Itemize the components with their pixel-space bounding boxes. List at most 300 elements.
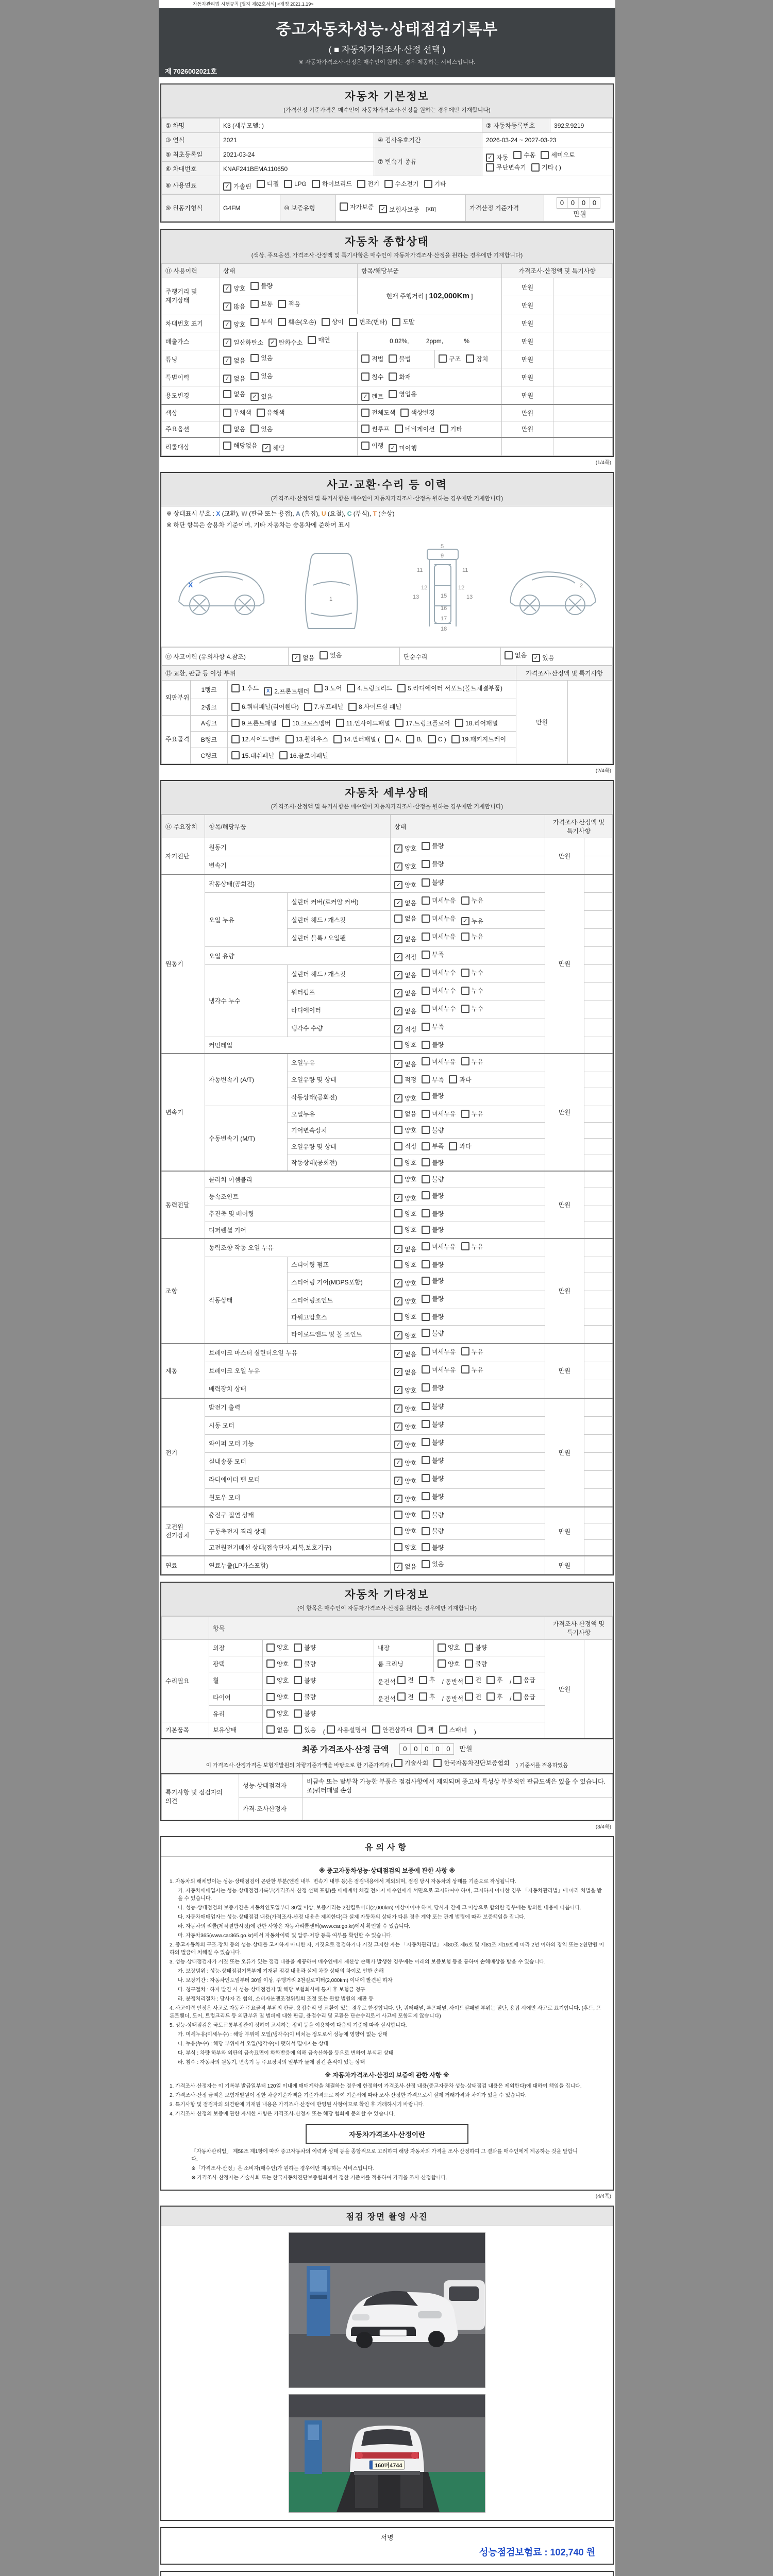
appraiser-comment bbox=[303, 1797, 613, 1820]
price-digit: 0 bbox=[432, 1744, 443, 1754]
checkbox bbox=[422, 1560, 430, 1568]
checkbox bbox=[461, 1242, 469, 1250]
check-option bbox=[348, 702, 401, 711]
check-option bbox=[250, 317, 273, 326]
checkbox bbox=[340, 202, 348, 211]
price-digit: 0 bbox=[446, 1744, 450, 1753]
checkbox bbox=[250, 318, 259, 326]
section-confirmation bbox=[160, 2571, 614, 2576]
detail-condition-table bbox=[161, 815, 613, 1574]
svg-text:12: 12 bbox=[421, 585, 427, 591]
basic-info-table bbox=[161, 118, 613, 194]
checkbox: ✓ bbox=[394, 1060, 402, 1068]
checkbox bbox=[513, 151, 522, 159]
checkbox-label: 미세누수 bbox=[432, 987, 456, 994]
check-option bbox=[266, 1643, 289, 1652]
check-option bbox=[465, 1643, 487, 1652]
check-option bbox=[466, 354, 488, 363]
check-option bbox=[422, 1075, 444, 1084]
checkbox-label: 불량 bbox=[432, 1544, 444, 1551]
section-subtitle: (색상, 주요옵션, 가격조사·산정액 및 특기사항은 매수인이 자동차가격조사·산정을 원하는 경우에만 기재합니다) bbox=[251, 252, 523, 259]
checkbox bbox=[223, 425, 231, 433]
check-option bbox=[223, 356, 245, 365]
checkbox: ✓ bbox=[394, 862, 402, 871]
checkbox-label: 영업용 bbox=[399, 391, 417, 398]
checkbox: ✓ bbox=[394, 935, 402, 943]
checkbox bbox=[422, 860, 430, 868]
checkbox-label: 있음 bbox=[261, 425, 273, 433]
checkbox-label: 변조(변타) bbox=[359, 318, 388, 326]
checkbox: ✓ bbox=[223, 320, 231, 329]
checkbox-label: 없음 bbox=[515, 652, 527, 659]
checkbox bbox=[422, 933, 430, 941]
checkbox-label: 양호 bbox=[405, 1544, 417, 1551]
checkbox bbox=[531, 163, 540, 172]
checkbox-label: 없음 bbox=[277, 1726, 289, 1734]
checkbox-label: 양호 bbox=[405, 1477, 417, 1485]
checkbox-label: 양호 bbox=[405, 882, 417, 889]
checkbox bbox=[347, 684, 355, 692]
checkbox-label: 보통 bbox=[261, 300, 273, 308]
checkbox bbox=[257, 180, 265, 188]
check-option bbox=[461, 1242, 483, 1251]
checkbox-label: 없음 bbox=[233, 375, 246, 382]
checkbox-label: 불량 bbox=[304, 1660, 316, 1668]
checkbox-label: 스패너 bbox=[449, 1726, 467, 1734]
table-row: ⑭ 주요장치 항목/해당부품 상태 가격조사·산정액 및 특기사항 bbox=[162, 815, 613, 838]
checkbox-label: 적음 bbox=[288, 300, 300, 308]
checkbox: ✓ bbox=[268, 338, 277, 347]
table-row: 타이어 양호 불량 운전석 전 후 / 동반석 전 후 / 응급 bbox=[162, 1689, 613, 1706]
check-option bbox=[394, 1422, 416, 1431]
check-option bbox=[361, 441, 383, 450]
checkbox-label: 자가보증 bbox=[350, 203, 374, 211]
table-row: 기어변속장치 양호 불량 bbox=[162, 1122, 613, 1139]
checkbox bbox=[308, 336, 316, 344]
table-row: 실린더 헤드 / 개스킷 없음 미세누유 ✓ 누유 bbox=[162, 911, 613, 929]
checkbox bbox=[294, 1643, 302, 1652]
check-option bbox=[292, 653, 314, 662]
checkbox-label: 렌트 bbox=[372, 393, 384, 400]
checkbox bbox=[422, 878, 430, 887]
checkbox-label: 없음 bbox=[405, 1245, 417, 1253]
price-digit: 0 bbox=[579, 198, 590, 208]
table-row: 배출가스 ✓ 일산화탄소 ✓ 탄화수소 매연 0.02%, 2ppm, % 만원 bbox=[162, 332, 613, 350]
table-row: 윈도우 모터 ✓ 양호 불량 bbox=[162, 1488, 613, 1507]
check-option bbox=[394, 1109, 416, 1118]
check-option bbox=[505, 651, 527, 659]
checkbox-label: 17.트렁크플로어 bbox=[405, 719, 450, 727]
check-option bbox=[223, 389, 245, 398]
table-row: 디퍼렌셜 기어 양호 불량 bbox=[162, 1222, 613, 1239]
check-option bbox=[422, 968, 456, 977]
checkbox-label: 후 bbox=[429, 1676, 435, 1684]
check-option bbox=[406, 735, 422, 743]
checkbox-label: 세미오토 bbox=[551, 151, 575, 159]
checkbox bbox=[266, 1676, 275, 1684]
final-price-note: 이 가격조사·산정가격은 보험개발원의 차량기준가액을 바탕으로 한 기준가격과 ( 기술사회 한국자동차진단보증협회 ) 기준서를 적용하였음 bbox=[206, 1759, 568, 1769]
check-option bbox=[266, 1725, 289, 1734]
table-row: 배력장치 상태 ✓ 양호 불량 bbox=[162, 1380, 613, 1398]
checkbox bbox=[397, 1692, 406, 1701]
checkbox bbox=[250, 300, 259, 308]
photos-title: 점검 장면 촬영 사진 bbox=[346, 2212, 428, 2222]
checkbox-label: 14.필러패널 ( bbox=[343, 736, 380, 743]
checkbox bbox=[231, 684, 240, 692]
check-option bbox=[392, 317, 414, 326]
car-damage-diagrams bbox=[161, 532, 613, 647]
check-option bbox=[461, 1365, 483, 1374]
inspector-opinion-table bbox=[161, 1773, 613, 1820]
checkbox: ✓ bbox=[394, 1440, 402, 1449]
check-option bbox=[284, 180, 307, 188]
checkbox bbox=[461, 1057, 469, 1065]
checkbox bbox=[231, 751, 240, 759]
checkbox bbox=[257, 409, 265, 417]
table-row: ✓ 많음 보통 적음 만원 bbox=[162, 296, 613, 314]
checkbox-label: 썬루프 bbox=[372, 425, 390, 433]
checkbox-label: 있음 bbox=[261, 354, 273, 362]
checkbox: ✓ bbox=[394, 1331, 402, 1340]
vin: KNAF241BEMA110650 bbox=[220, 162, 374, 176]
checkbox-label: 불량 bbox=[304, 1644, 316, 1651]
check-option bbox=[349, 317, 387, 326]
checkbox bbox=[422, 842, 430, 850]
checkbox bbox=[438, 1643, 446, 1652]
checkbox bbox=[466, 354, 474, 363]
checkbox-label: 적정 bbox=[405, 1026, 417, 1033]
page-marker: (1/4쪽) bbox=[595, 460, 611, 466]
check-option bbox=[486, 163, 526, 172]
checkbox-label: 미세누유 bbox=[432, 1243, 456, 1250]
svg-text:9: 9 bbox=[440, 553, 444, 559]
checkbox bbox=[320, 651, 328, 659]
checkbox bbox=[422, 969, 430, 977]
checkbox-label: 10.크로스멤버 bbox=[292, 719, 331, 727]
checkbox-label: 불량 bbox=[432, 1192, 444, 1199]
text-line: C bbox=[347, 510, 352, 517]
checkbox-label: 미세누유 bbox=[432, 1110, 456, 1117]
check-option bbox=[394, 1511, 416, 1519]
checkbox-label: 양호 bbox=[405, 1176, 417, 1183]
text-line: (교환), bbox=[220, 510, 242, 517]
section-overall-condition bbox=[160, 229, 614, 457]
checkbox-label: 기타 bbox=[434, 180, 446, 188]
checkbox bbox=[282, 719, 290, 727]
check-option bbox=[257, 179, 279, 188]
check-option bbox=[461, 1004, 483, 1013]
checkbox: ✓ bbox=[394, 1422, 402, 1431]
table-row: 항목 가격조사·산정액 및 특기사항 bbox=[162, 1617, 613, 1640]
check-option bbox=[389, 354, 411, 363]
check-option bbox=[422, 1225, 444, 1234]
checkbox-label: 탄화수소 bbox=[278, 339, 303, 346]
checkbox bbox=[422, 1277, 430, 1285]
checkbox bbox=[465, 1676, 473, 1684]
section-etc-header bbox=[161, 1583, 613, 1616]
checkbox-label: 없음 bbox=[405, 972, 417, 979]
checkbox bbox=[417, 1725, 426, 1734]
check-option bbox=[422, 1560, 444, 1568]
checkbox bbox=[419, 1676, 427, 1684]
table-row: 외판부위 1랭크 1.후드 X 2.프론트휀더 3.도어 4.트렁크리드 5.라디에이터 서포트(볼트체결부품) 만원 bbox=[162, 681, 613, 699]
table-row: 타이로드엔드 및 볼 조인트 ✓ 양호 불량 bbox=[162, 1325, 613, 1344]
check-option bbox=[513, 1692, 535, 1701]
text-line: 「자동차관리법」 제58조 제1항에 따라 중고자동차의 이력과 상태 등을 종합적으로 고려하여 해당 자동차의 가격을 조사·산정하여 그 결과를 매수인에게 제공하는 것을 말합니다. bbox=[191, 2148, 578, 2162]
check-option bbox=[394, 1562, 416, 1571]
checkbox-label: 없음 bbox=[405, 1563, 417, 1570]
check-option bbox=[394, 1094, 416, 1103]
text-line: 마. 자동차365(www.car365.go.kr)에서 자동차이력 및 압류·저당 등록 여부를 확인할 수 있습니다. bbox=[178, 1933, 393, 1939]
table-row: 휠 양호 불량 운전석 전 후 / 동반석 전 후 / 응급 bbox=[162, 1672, 613, 1689]
table-row: 2랭크 6.쿼터패널(리어휀다) 7.루프패널 8.사이드실 패널 bbox=[162, 699, 613, 716]
text-line: 나. 누유(누수) : 해당 부위에서 오일(냉각수)이 맺혀서 떨어지는 상태 bbox=[178, 2041, 329, 2047]
checkbox bbox=[422, 1005, 430, 1013]
checkbox-label: 양호 bbox=[405, 1210, 417, 1217]
check-option bbox=[394, 1527, 416, 1535]
check-option bbox=[394, 1312, 416, 1321]
checkbox-label: 안전삼각대 bbox=[382, 1726, 412, 1734]
table-row: 파워고압호스 양호 불량 bbox=[162, 1309, 613, 1326]
text-line: 나. 성능·상태점검의 보증기간은 자동차인도일부터 30일 이상, 보증거리는 2천킬로미터(2,000km) 이상이어야 하며, 당사자 간에 그 이상으로 합의한 경우에는 합의한 내용에 따릅니다. bbox=[178, 1905, 582, 1911]
check-option bbox=[394, 1331, 416, 1340]
check-option bbox=[422, 1420, 444, 1429]
check-option bbox=[461, 1109, 483, 1118]
checkbox-label: 불량 bbox=[432, 1438, 444, 1446]
base-price: 0 0 0 0 만원 bbox=[544, 195, 613, 222]
text-line: W bbox=[241, 510, 247, 517]
check-option bbox=[422, 932, 456, 941]
check-option bbox=[422, 1527, 444, 1535]
check-option bbox=[422, 859, 444, 868]
check-option bbox=[282, 719, 331, 727]
checkbox-label: 없음 bbox=[303, 654, 315, 662]
checkbox-label: 양호 bbox=[405, 1280, 417, 1287]
checkbox bbox=[389, 354, 397, 363]
checkbox: ✓ bbox=[486, 154, 494, 162]
table-row: 등속조인트 ✓ 양호 불량 bbox=[162, 1188, 613, 1206]
checkbox bbox=[294, 1693, 302, 1701]
checkbox bbox=[422, 1543, 430, 1551]
car-side-left-diagram bbox=[167, 536, 273, 641]
check-option bbox=[422, 1057, 456, 1066]
engine-type: G4FM bbox=[220, 195, 280, 222]
check-option bbox=[424, 179, 446, 188]
table-row: ⑪ 사용이력 상태 항목/해당부품 가격조사·산정액 및 특기사항 bbox=[162, 264, 613, 278]
check-option bbox=[455, 719, 498, 727]
section-title: 자동차 기타정보 bbox=[345, 1589, 429, 1601]
table-row: 브레이크 오일 누유 ✓ 없음 미세누유 누유 bbox=[162, 1362, 613, 1380]
check-option bbox=[439, 1725, 467, 1734]
checkbox-label: 없음 bbox=[405, 1110, 417, 1117]
checkbox-label: 있음 bbox=[261, 393, 273, 400]
check-option bbox=[340, 202, 374, 211]
checkbox-label: 무채색 bbox=[233, 409, 251, 416]
checkbox-label: 있음 bbox=[542, 654, 554, 662]
checkbox bbox=[461, 1365, 469, 1374]
check-option bbox=[361, 392, 383, 401]
table-row: 가격·조사산정자 bbox=[162, 1797, 613, 1820]
checkbox-label: 불량 bbox=[432, 1159, 444, 1166]
check-option bbox=[451, 735, 506, 743]
checkbox bbox=[422, 914, 430, 923]
svg-text:15: 15 bbox=[440, 593, 447, 599]
check-option bbox=[394, 1459, 416, 1467]
checkbox bbox=[294, 1659, 302, 1668]
table-row: 와이퍼 모터 기능 ✓ 양호 불량 bbox=[162, 1434, 613, 1452]
table-row: ① 차명 K3 (세부모델: ) ② 자동차등록번호 392오9219 bbox=[162, 118, 613, 133]
checkbox bbox=[461, 987, 469, 995]
check-option bbox=[422, 950, 444, 959]
check-option bbox=[422, 1242, 456, 1251]
check-option bbox=[422, 1142, 444, 1150]
check-option bbox=[422, 1276, 444, 1285]
checkbox-label: 있음 bbox=[330, 652, 342, 659]
checkbox bbox=[422, 1456, 430, 1464]
checkbox-label: 장치 bbox=[476, 355, 489, 363]
checkbox bbox=[250, 425, 259, 433]
text-line: 다. 부식 : 차량 하부와 외판의 금속표면이 화학반응에 의해 금속산화물 등으로 변하여 부식된 상태 bbox=[178, 2050, 394, 2056]
check-option bbox=[394, 862, 416, 871]
table-row: 스티어링 기어(MDPS포함) ✓ 양호 불량 bbox=[162, 1273, 613, 1291]
signature-label: 서명 bbox=[380, 2533, 394, 2541]
check-option bbox=[531, 163, 561, 172]
table-row: 실린더 블록 / 오일팬 ✓ 없음 미세누유 누유 bbox=[162, 929, 613, 947]
checkbox-label: 매연 bbox=[318, 336, 330, 344]
checkbox bbox=[461, 896, 469, 905]
checkbox bbox=[278, 300, 286, 308]
checkbox-label: 불량 bbox=[432, 1041, 444, 1048]
page-marker: (4/4쪽) bbox=[595, 2193, 611, 2199]
checkbox-label: 미세누유 bbox=[432, 915, 456, 922]
section-title: 자동차 기본정보 bbox=[345, 91, 429, 103]
checkbox-label: 양호 bbox=[405, 1459, 417, 1467]
checkbox-label: 양호 bbox=[405, 1441, 417, 1449]
checkbox-label: B, bbox=[416, 735, 423, 743]
checkbox bbox=[422, 1438, 430, 1446]
check-option bbox=[394, 953, 416, 961]
check-option bbox=[394, 914, 416, 923]
check-option bbox=[394, 1368, 416, 1377]
check-option bbox=[422, 1312, 444, 1321]
check-option bbox=[461, 1057, 483, 1066]
svg-text:18: 18 bbox=[440, 626, 447, 632]
svg-text:11: 11 bbox=[416, 567, 423, 573]
section-title: 자동차 세부상태 bbox=[345, 787, 429, 799]
final-price-label: 최종 가격조사·산정 금액 bbox=[301, 1745, 389, 1754]
text-line: 가. 보장범위 : 성능·상태점검기록부에 기재된 점검 내용과 실제 차량 상태의 차이로 인한 손해 bbox=[178, 1968, 384, 1974]
table-row: ⑬ 교환, 판금 등 이상 부위 가격조사·산정액 및 특기사항 bbox=[162, 666, 613, 681]
check-option bbox=[422, 1175, 444, 1183]
table-row: 변속기 자동변속기 (A/T) 오일누유 ✓ 없음 미세누유 누유 만원 bbox=[162, 1054, 613, 1072]
checkbox bbox=[392, 318, 400, 326]
checkbox-label: 부족 bbox=[432, 1076, 444, 1083]
checkbox-label: 불량 bbox=[432, 1313, 444, 1320]
check-option bbox=[223, 302, 245, 311]
checkbox-label: 양호 bbox=[405, 863, 417, 870]
checkbox-label: 불량 bbox=[432, 1420, 444, 1428]
checkbox-label: 양호 bbox=[277, 1644, 289, 1651]
section-accident-history bbox=[160, 472, 614, 765]
section-signature bbox=[160, 2527, 614, 2565]
text-line: U bbox=[321, 510, 326, 517]
price-digit: 0 bbox=[557, 198, 568, 208]
warranty-type bbox=[336, 195, 466, 222]
checkbox bbox=[422, 1126, 430, 1134]
checkbox bbox=[422, 1365, 430, 1374]
check-option bbox=[422, 1329, 444, 1337]
check-option bbox=[320, 651, 342, 659]
checkbox-label: 불량 bbox=[432, 1261, 444, 1268]
checkbox: ✓ bbox=[394, 899, 402, 907]
text-line: 5. 성능·상태점검은 국토교통부장관이 정하여 고시하는 장비 등을 이용하여 다음의 기준에 따라 실시합니다. bbox=[170, 2022, 407, 2028]
checkbox-label: 과다 bbox=[459, 1143, 472, 1150]
final-price-digits bbox=[399, 1743, 454, 1755]
checkbox-label: 무단변속기 bbox=[496, 164, 526, 172]
table-row: 작동상태(공회전) ✓ 양호 불량 bbox=[162, 1088, 613, 1106]
check-option bbox=[486, 1692, 503, 1701]
checkbox bbox=[394, 1209, 402, 1217]
checkbox-label: 응급 bbox=[523, 1676, 535, 1684]
checkbox bbox=[461, 1347, 469, 1355]
check-option bbox=[422, 986, 456, 995]
text-line: 라. 침수 : 자동차의 원동기, 변속기 등 주요장치의 일부가 물에 잠긴 흔적이 있는 상태 bbox=[178, 2059, 365, 2065]
checkbox bbox=[439, 354, 447, 363]
checkbox-label: 미세누유 bbox=[432, 897, 456, 904]
checkbox bbox=[422, 1191, 430, 1199]
checkbox-label: 미세누유 bbox=[432, 933, 456, 940]
check-option bbox=[419, 1675, 435, 1684]
checkbox: ✓ bbox=[389, 444, 397, 452]
checkbox-label: 전 bbox=[408, 1693, 414, 1701]
checkbox-label: 훼손(오손) bbox=[288, 318, 316, 326]
checkbox-label: 양호 bbox=[277, 1660, 289, 1668]
price-digit: 0 bbox=[568, 198, 579, 208]
svg-text:12: 12 bbox=[458, 585, 464, 591]
checkbox-label: 없음 bbox=[405, 1368, 417, 1376]
checkbox-label: 없음 bbox=[405, 1008, 417, 1015]
checkbox bbox=[422, 1242, 430, 1250]
fuel-type bbox=[220, 176, 613, 194]
checkbox-label: 양호 bbox=[277, 1676, 289, 1684]
checkbox bbox=[397, 684, 406, 692]
checkbox-label: 6.쿼터패널(리어휀다) bbox=[242, 703, 299, 710]
table-row: ③ 연식 2021 ④ 검사유효기간 2026-03-24 ~ 2027-03-23 bbox=[162, 133, 613, 147]
checkbox-label: 하이브리드 bbox=[322, 180, 352, 188]
price-digit: 0 bbox=[400, 1744, 411, 1754]
table-row: 튜닝 ✓ 없음 있음 적법 불법 구조 장치 만원 bbox=[162, 350, 613, 368]
checkbox-label: 양호 bbox=[233, 321, 246, 328]
price-appraisal-definition-box: 자동차가격조사·산정이란 bbox=[306, 2124, 468, 2144]
checkbox bbox=[361, 409, 369, 417]
checkbox-label: 불량 bbox=[475, 1660, 488, 1668]
checkbox bbox=[250, 354, 259, 362]
check-option bbox=[397, 684, 502, 692]
check-option bbox=[394, 971, 416, 979]
text-line: 라. 자동차의 리콜(제작결함시정)에 관한 사항은 자동차리콜센터(www.car.go.kr)에서 확인할 수 있습니다. bbox=[178, 1923, 411, 1929]
checkbox-label: 불량 bbox=[304, 1676, 316, 1684]
table-row: 라디에이터 ✓ 없음 미세누수 누수 bbox=[162, 1001, 613, 1019]
check-option bbox=[266, 1692, 289, 1701]
checkbox-label: 양호 bbox=[405, 1332, 417, 1340]
checkbox-label: 양호 bbox=[405, 1095, 417, 1102]
notice-partB-title: ※ 자동차가격조사·산정의 보증에 관한 사항 ※ bbox=[325, 2071, 449, 2079]
check-option bbox=[314, 684, 342, 692]
table-row: 구동축전지 격리 상태 양호 불량 bbox=[162, 1523, 613, 1540]
check-option bbox=[394, 989, 416, 997]
checkbox bbox=[327, 1725, 335, 1734]
svg-text:13: 13 bbox=[466, 594, 473, 600]
